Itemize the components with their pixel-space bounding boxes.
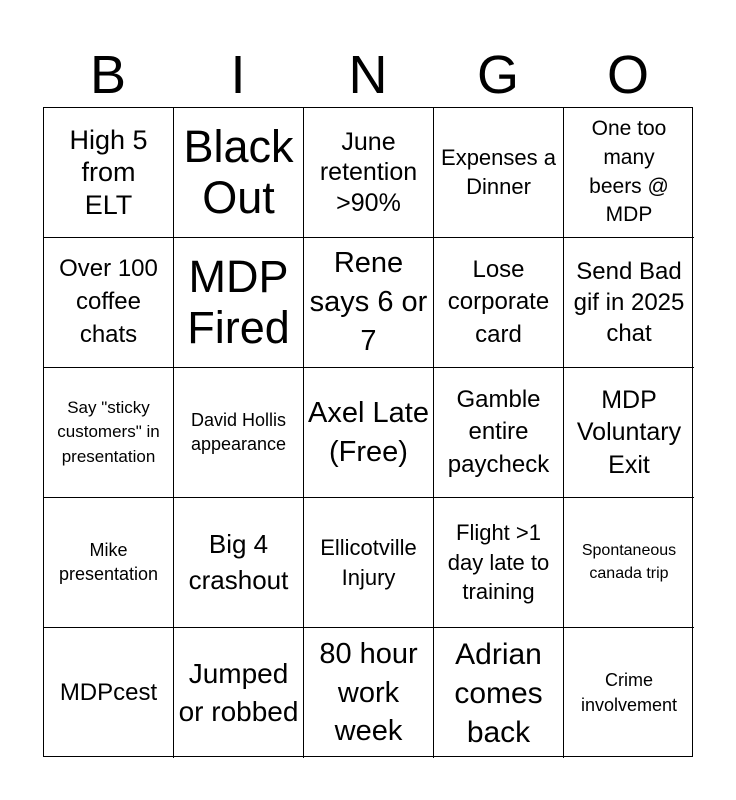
- cell-text: Send Bad gif in 2025 chat: [573, 257, 685, 348]
- bingo-cell[interactable]: [434, 498, 564, 628]
- cell-text: Gamble entire paycheck: [447, 386, 550, 478]
- bingo-cell[interactable]: [304, 238, 434, 368]
- bingo-cell[interactable]: [434, 238, 564, 368]
- cell-text: MDP Fired: [187, 250, 290, 353]
- cell-text: Over 100 coffee chats: [59, 255, 158, 348]
- cell-text: Lose corporate card: [447, 256, 550, 348]
- bingo-cell[interactable]: [564, 628, 694, 758]
- cell-text: Crime involvement: [580, 670, 678, 715]
- bingo-cell[interactable]: [564, 238, 694, 368]
- bingo-cell[interactable]: [434, 368, 564, 498]
- cell-text: Flight >1 day late to training: [447, 519, 550, 605]
- bingo-cell[interactable]: [564, 108, 694, 238]
- cell-text: Spontaneous canada trip: [581, 542, 677, 582]
- cell-text: Expenses a Dinner: [441, 144, 556, 199]
- cell-text: MDP Voluntary Exit: [576, 385, 682, 479]
- cell-text: One too many beers @ MDP: [589, 116, 669, 227]
- bingo-cell[interactable]: [304, 108, 434, 238]
- bingo-cell[interactable]: [304, 628, 434, 758]
- bingo-cell[interactable]: [174, 238, 304, 368]
- cell-text: Big 4 crashout: [188, 529, 289, 595]
- cell-text: High 5 from ELT: [69, 124, 148, 220]
- bingo-cell[interactable]: [44, 368, 174, 498]
- bingo-cell[interactable]: [44, 498, 174, 628]
- bingo-cell[interactable]: [434, 628, 564, 758]
- cell-text: MDPcest: [59, 679, 158, 707]
- cell-text: Adrian comes back: [454, 637, 543, 749]
- header-letter-b: B: [89, 45, 127, 105]
- cell-text: Mike presentation: [58, 539, 159, 584]
- cell-text: Axel Late (Free): [308, 396, 429, 468]
- cell-text: Say "sticky customers" in presentation: [57, 397, 160, 466]
- cell-text: Rene says 6 or 7: [309, 247, 428, 357]
- bingo-cell[interactable]: [44, 628, 174, 758]
- cell-text: 80 hour work week: [319, 637, 418, 748]
- cell-text: David Hollis appearance: [190, 410, 287, 454]
- cell-text: Jumped or robbed: [178, 658, 299, 727]
- cell-text: June retention >90%: [319, 127, 418, 217]
- bingo-cell[interactable]: [174, 628, 304, 758]
- cell-text: Black Out: [183, 120, 294, 223]
- cell-text: Ellicotville Injury: [320, 534, 417, 590]
- bingo-cell[interactable]: [434, 108, 564, 238]
- bingo-cell[interactable]: [44, 238, 174, 368]
- bingo-cell[interactable]: [174, 498, 304, 628]
- bingo-cell[interactable]: [174, 108, 304, 238]
- bingo-cell[interactable]: [564, 368, 694, 498]
- bingo-board: [43, 107, 693, 757]
- bingo-cell[interactable]: [564, 498, 694, 628]
- bingo-cell[interactable]: [174, 368, 304, 498]
- bingo-cell[interactable]: [44, 108, 174, 238]
- header-letter-g: G: [476, 45, 519, 105]
- header-letter-i: I: [230, 45, 246, 105]
- header-letter-o: O: [606, 45, 649, 105]
- bingo-cell[interactable]: [304, 498, 434, 628]
- bingo-header: [43, 42, 693, 108]
- bingo-cell[interactable]: [304, 368, 434, 498]
- header-letter-n: N: [348, 45, 388, 105]
